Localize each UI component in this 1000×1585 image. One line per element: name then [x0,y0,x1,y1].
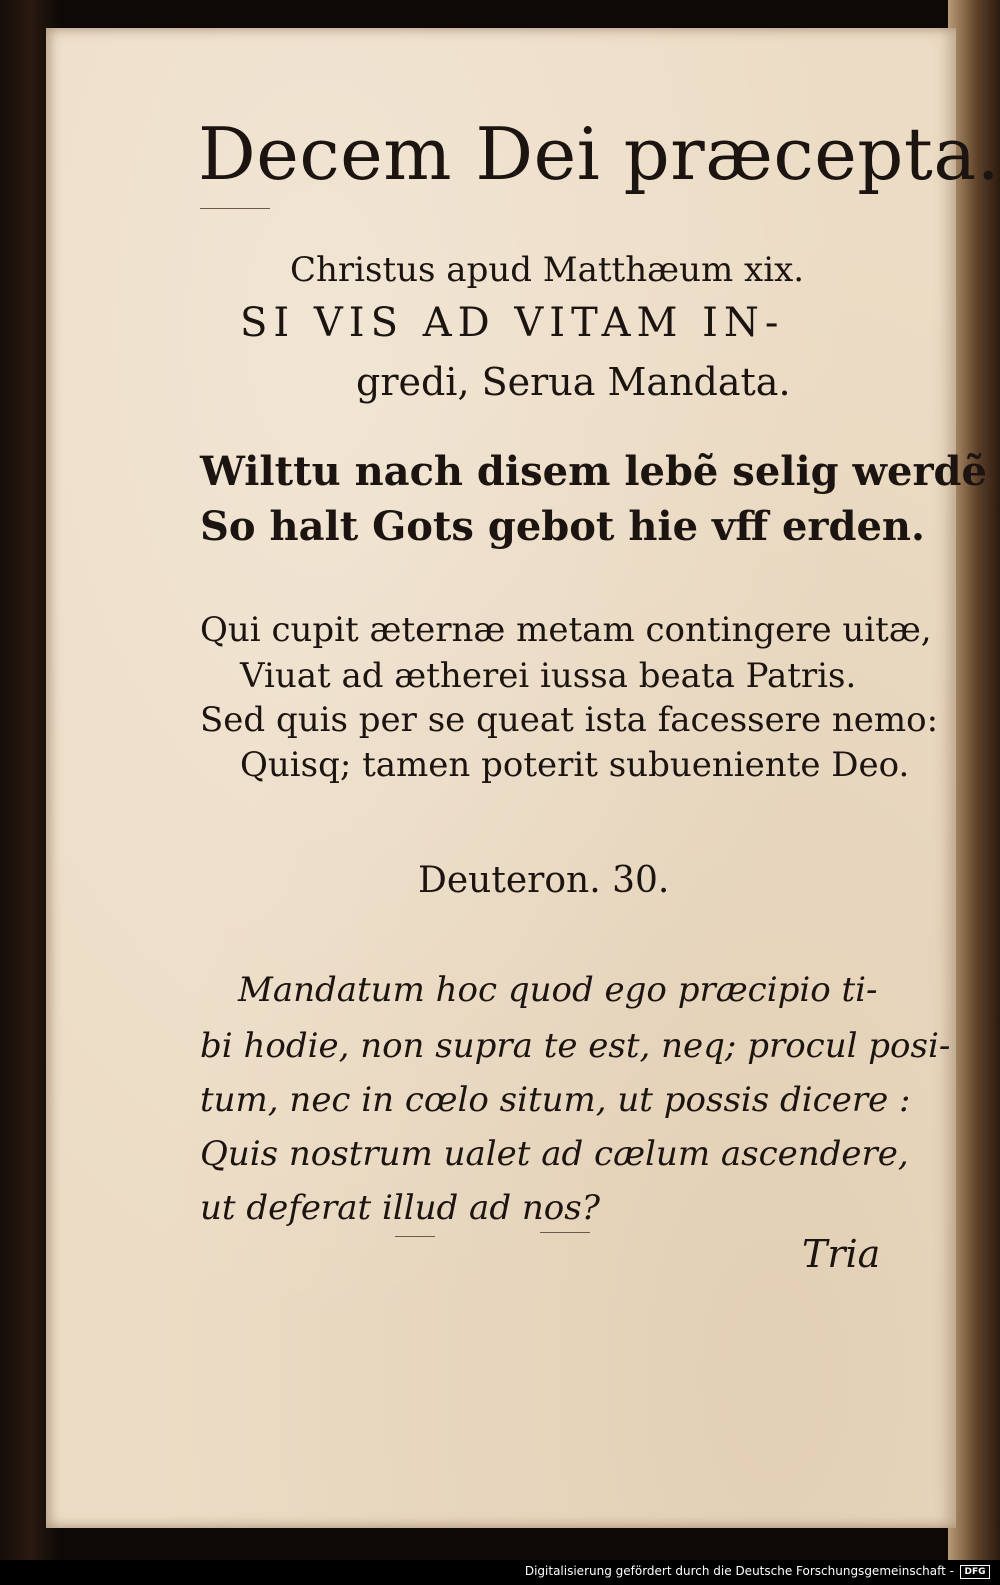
quote-caps-line: SI VIS AD VITAM IN- [240,300,785,346]
italic-line-2: bi hodie, non supra te est, neq; procul posi- [200,1026,951,1066]
dfg-logo: DFG [960,1565,990,1579]
italic-line-3: tum, nec in cœlo situm, ut possis dicere : [200,1080,911,1120]
citation: Christus apud Matthæum xix. [290,250,805,290]
funding-notice: Digitalisierung gefördert durch die Deutsche Forschungsgemeinschaft - [524,1564,954,1578]
german-line-2: So halt Gots gebot hie vff erden. [200,503,925,550]
german-line-1: Wilttu nach disem lebẽ selig werdẽ [200,448,987,495]
italic-line-5: ut deferat illud ad nos? [200,1188,600,1228]
italic-line-1: Mandatum hoc quod ego præcipio ti- [238,970,878,1010]
verse-line-3: Sed quis per se queat ista facessere nemo: [200,700,939,740]
verse-line-4: Quisq; tamen poterit subueniente Deo. [240,745,910,785]
catchword: Tria [802,1232,881,1276]
decorative-rule [540,1232,590,1233]
quote-plain-line: gredi, Serua Mandata. [356,360,791,404]
title-rule [200,208,270,209]
footer-bar [0,1560,1000,1585]
verse-line-1: Qui cupit æternæ metam contingere uitæ, [200,610,932,650]
reference: Deuteron. 30. [418,860,670,901]
page-title: Decem Dei præcepta. [198,112,1000,196]
verse-line-2: Viuat ad ætherei iussa beata Patris. [240,656,857,696]
decorative-rule [395,1236,435,1237]
italic-line-4: Quis nostrum ualet ad cælum ascendere, [200,1134,909,1174]
